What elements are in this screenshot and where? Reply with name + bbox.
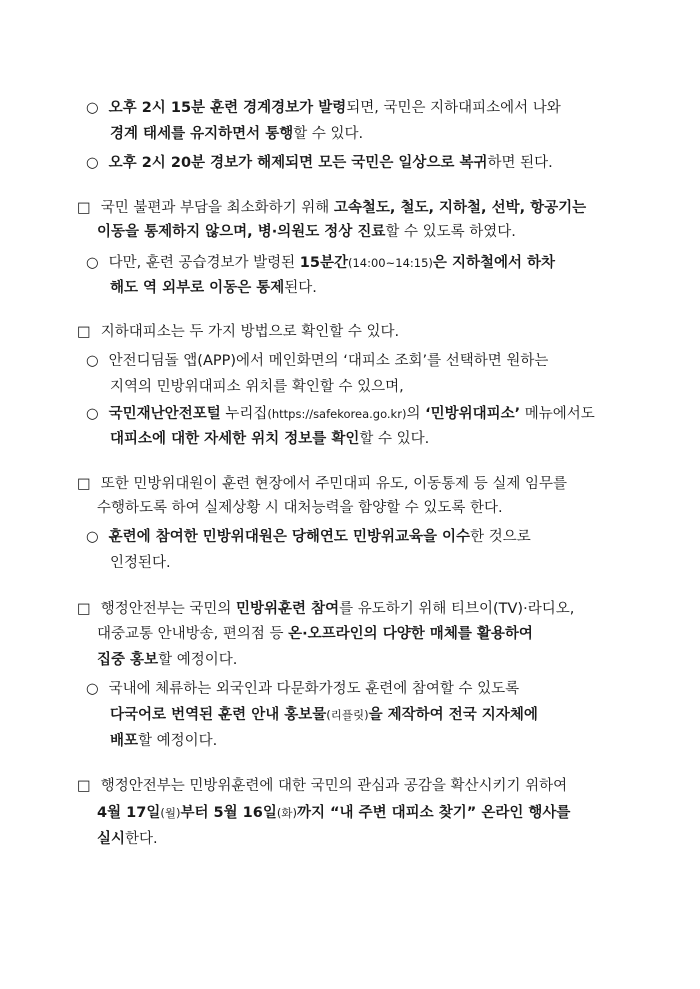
paragraph-line [77,776,567,796]
text-run: 이동을 통제하지 않으며, 병·의원도 정상 진료 [97,224,386,240]
paragraph-line [77,322,399,342]
text-run: 고속철도, 철도, 지하철, 선박, 항공기는 [333,200,587,216]
circle-bullet-icon: ○ [86,155,99,171]
paragraph-continuation-line [97,624,533,644]
text-run: 수행하도록 하여 실제상황 시 대처능력을 함양할 수 있도록 한다. [97,500,503,516]
paragraph-continuation-line [97,498,503,518]
bullet-continuation-line [110,429,429,449]
text-run: 되면, 국민은 지하대피소에서 나와 [346,100,561,116]
square-bullet-icon: □ [77,778,91,794]
text-run: 훈련에 참여한 민방위대원은 당해연도 민방위교육을 이수 [108,529,471,545]
bullet-continuation-line [110,553,171,573]
text-run: 지역의 민방위대피소 위치를 확인할 수 있으며, [110,379,404,395]
text-run: 메뉴에서도 [520,406,595,422]
text-run: 오후 2시 15분 훈련 경계경보가 발령 [108,100,347,116]
bullet-continuation-line [110,124,363,144]
text-run: 집중 홍보 [97,652,159,668]
text-run: 를 유도하기 위해 티브이(TV)·라디오, [339,601,575,617]
text-run: 할 예정이다. [158,652,238,668]
text-run: 행정안전부는 민방위훈련에 대한 국민의 관심과 공감을 확산시키기 위하여 [100,778,568,794]
bullet-continuation-line [110,377,404,397]
bullet-line [86,404,595,424]
text-run: 민방위훈련 참여 [235,601,340,617]
text-run: 또한 민방위대원이 훈련 현장에서 주민대피 유도, 이동통제 등 실제 임무를 [100,476,568,492]
text-run: 배포 [110,733,139,749]
square-bullet-icon: □ [77,200,91,216]
bullet-line [86,679,519,699]
paragraph-continuation-line [97,803,570,823]
text-run: (14:00~14:15) [348,256,433,270]
bullet-line [86,153,553,173]
circle-bullet-icon: ○ [86,100,99,116]
text-run: 부터 5월 16일 [180,805,277,821]
text-run: 대피소에 대한 자세한 위치 정보를 확인 [110,431,360,447]
text-run: 해도 역 외부로 이동은 통제 [110,280,285,296]
text-run: (리플릿) [326,708,369,722]
text-run: 행정안전부는 국민의 [100,601,236,617]
text-run: 을 제작하여 전국 지자체에 [368,707,538,723]
text-run: 다만, 훈련 공습경보가 발령된 [108,255,300,271]
text-run: 한 것으로 [470,529,531,545]
text-run: 다국어로 번역된 훈련 안내 홍보물 [110,707,327,723]
text-run: 은 지하철에서 하차 [432,255,556,271]
circle-bullet-icon: ○ [86,406,99,422]
text-run: 15분간 [299,255,348,271]
bullet-line [86,253,555,273]
text-run: 할 예정이다. [138,733,218,749]
circle-bullet-icon: ○ [86,353,99,369]
circle-bullet-icon: ○ [86,681,99,697]
bullet-continuation-line [110,278,317,298]
text-run: 한다. [125,831,158,847]
text-run: 누리집 [220,406,268,422]
square-bullet-icon: □ [77,601,91,617]
paragraph-line [77,198,586,218]
circle-bullet-icon: ○ [86,529,99,545]
paragraph-continuation-line [97,829,158,849]
text-run: 할 수 있다. [359,431,430,447]
bullet-continuation-line [110,731,217,751]
text-run: 안전디딤돌 앱(APP)에서 메인화면의 ‘대피소 조회’를 선택하면 원하는 [108,353,549,369]
text-run: 대중교통 안내방송, 편의점 등 [97,626,289,642]
text-run: 된다. [284,280,317,296]
text-run: 국내에 체류하는 외국인과 다문화가정도 훈련에 참여할 수 있도록 [108,681,520,697]
text-run: 경계 태세를 유지하면서 통행 [110,126,294,142]
text-run: ‘민방위대피소’ [425,406,521,422]
text-run: 온·오프라인의 다양한 매체를 활용하여 [288,626,533,642]
text-run: 국민재난안전포털 [108,406,221,422]
square-bullet-icon: □ [77,324,91,340]
text-run: 국민 불편과 부담을 최소화하기 위해 [100,200,334,216]
bullet-line [86,98,561,118]
paragraph-line [77,474,567,494]
bullet-line [86,527,531,547]
text-run: 할 수 있도록 하였다. [385,224,516,240]
bullet-continuation-line [110,705,538,725]
text-run: (화) [276,806,297,820]
bullet-line [86,351,548,371]
paragraph-line [77,599,574,619]
text-run: 온라인 행사를 [476,805,571,821]
paragraph-continuation-line [97,650,237,670]
text-run: 까지 “내 주변 대피소 찾기” [296,805,477,821]
circle-bullet-icon: ○ [86,255,99,271]
text-run: 지하대피소는 두 가지 방법으로 확인할 수 있다. [100,324,400,340]
text-run: 실시 [97,831,126,847]
square-bullet-icon: □ [77,476,91,492]
text-run: 하면 된다. [487,155,553,171]
text-run: 인정된다. [110,555,171,571]
text-run: 할 수 있다. [293,126,364,142]
text-run: 오후 2시 20분 경보가 해제되면 모든 국민은 일상으로 복귀 [108,155,488,171]
text-run: 의 [406,406,426,422]
text-run: (https://safekorea.go.kr) [267,407,407,421]
text-run: (월) [160,806,181,820]
paragraph-continuation-line [97,222,516,242]
text-run: 4월 17일 [97,805,161,821]
